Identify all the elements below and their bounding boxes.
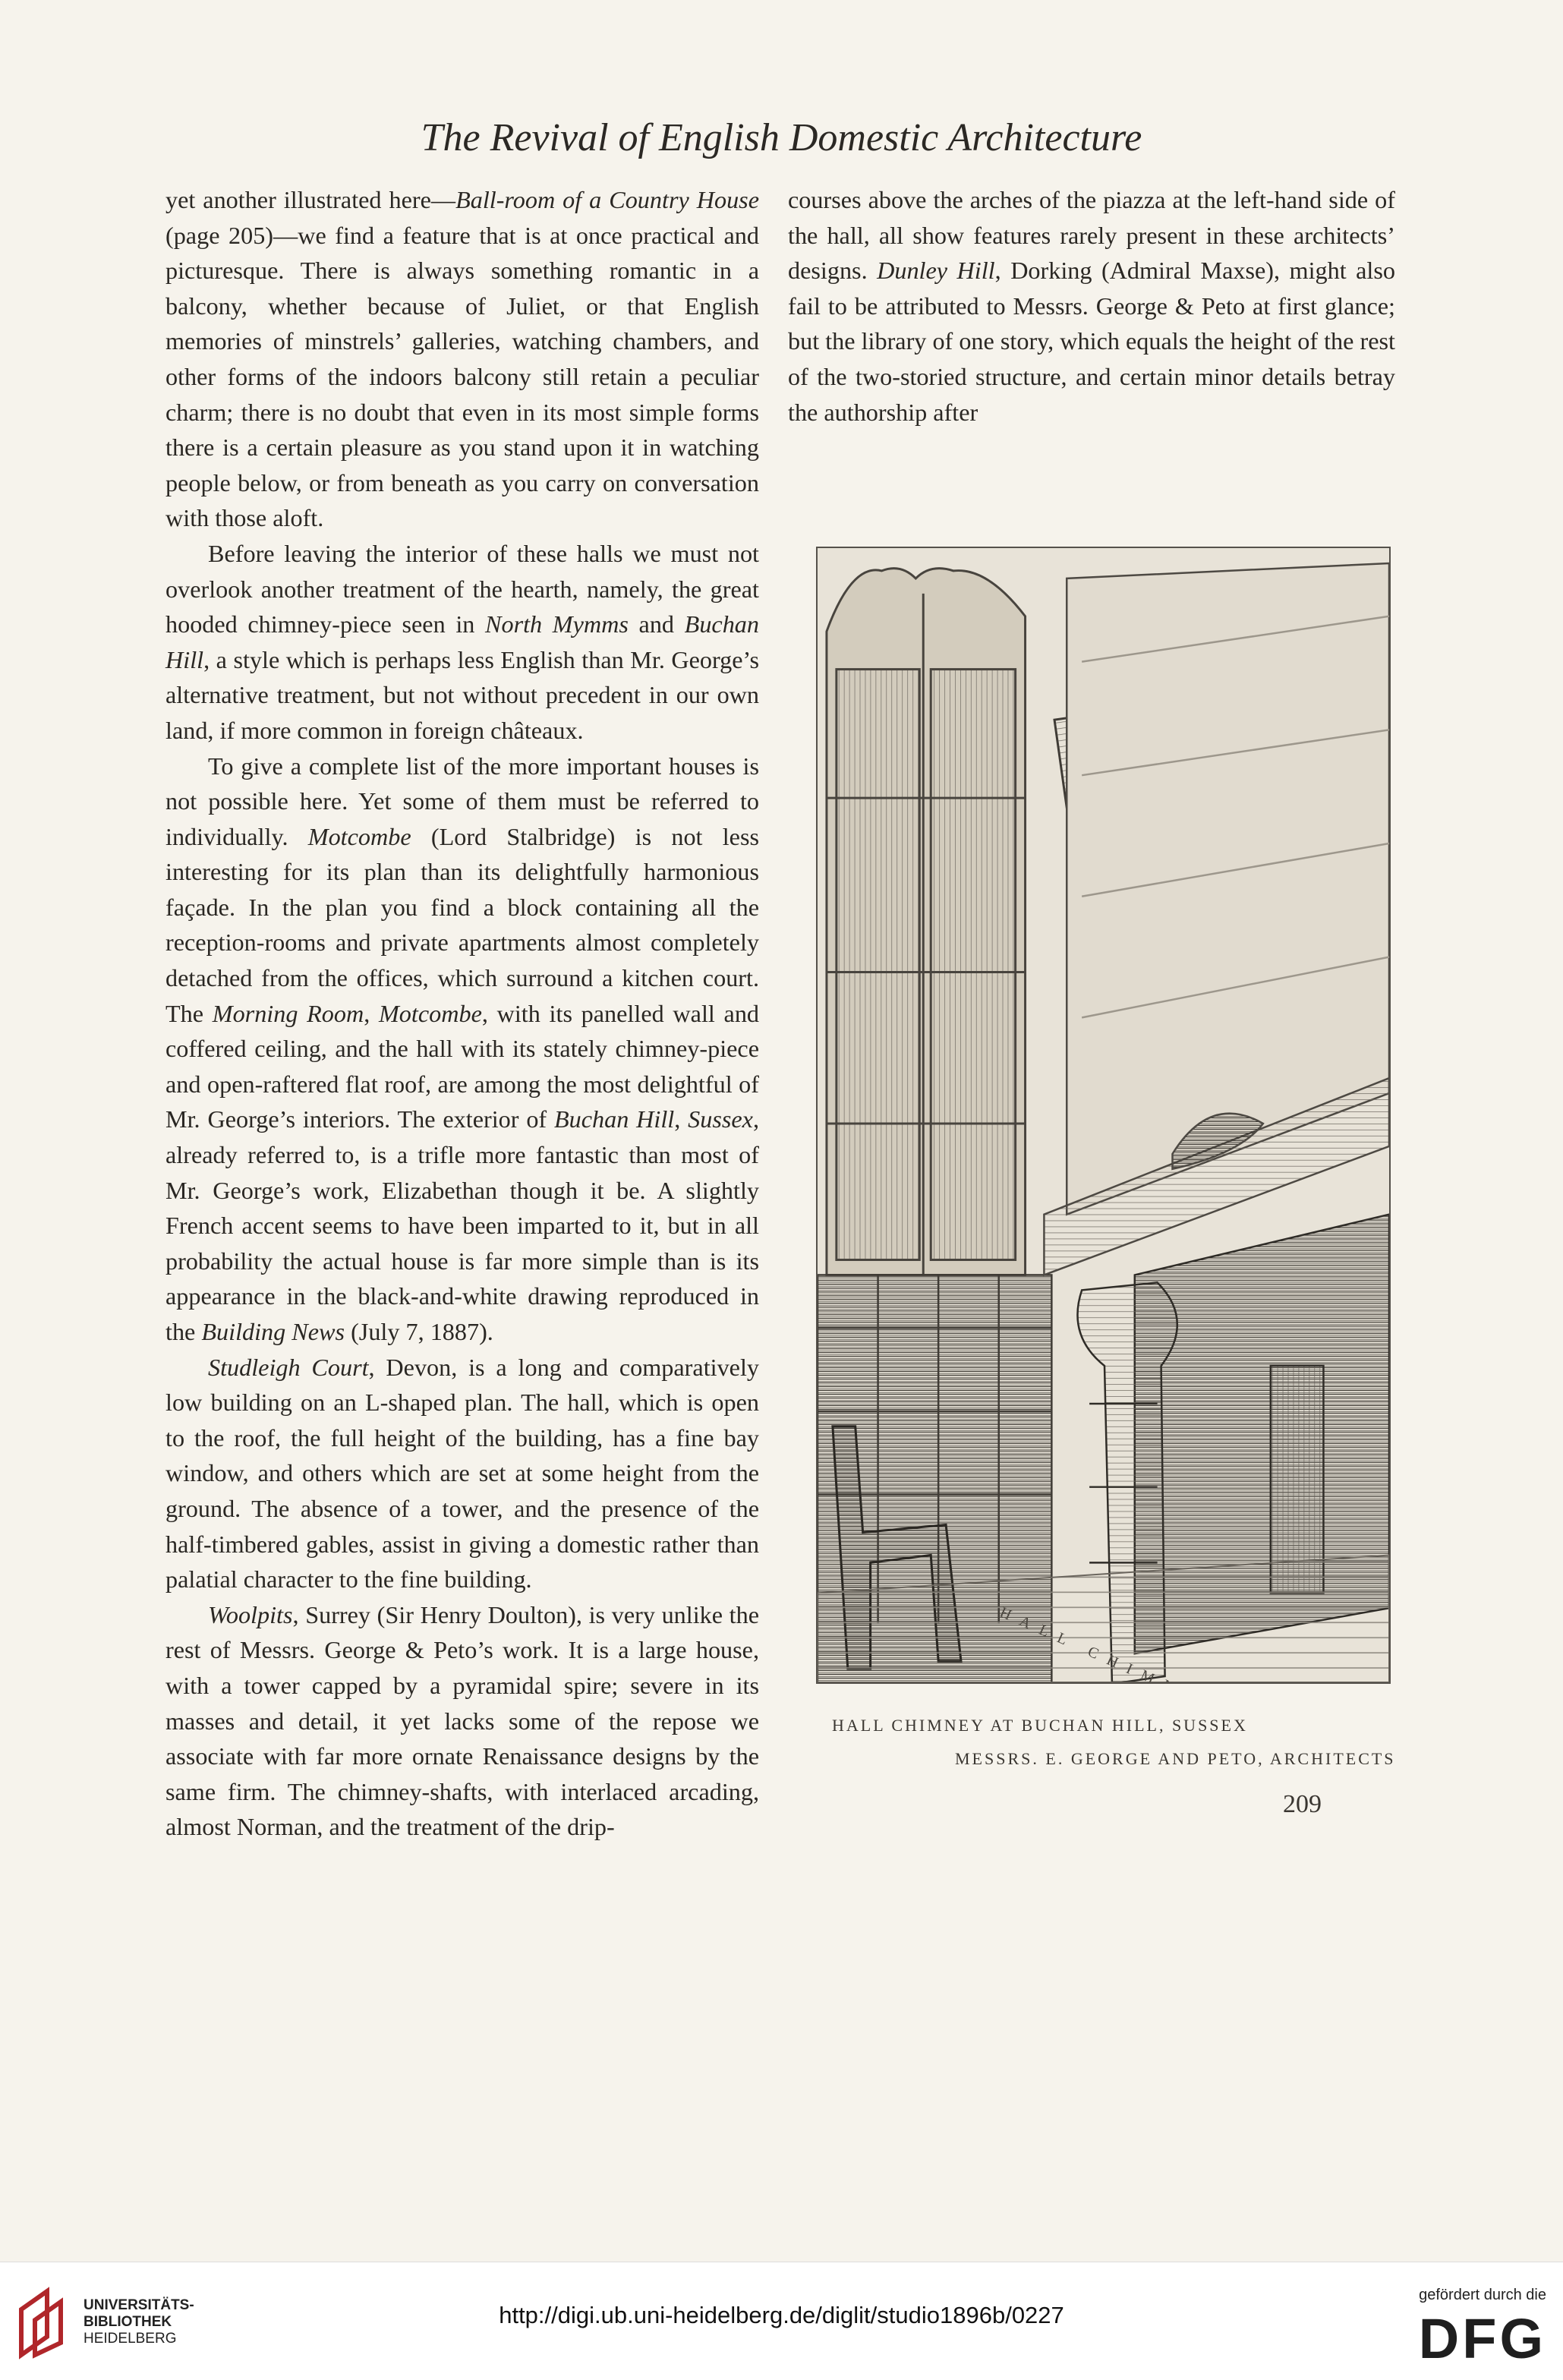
figure-caption-credit: MESSRS. E. GEORGE AND PETO, ARCHITECTS: [955, 1749, 1396, 1768]
italic-title: Dunley Hill: [877, 257, 995, 285]
library-name-line-2: BIBLIOTHEK: [84, 2314, 172, 2330]
library-city: HEIDELBERG: [84, 2331, 177, 2347]
italic-title: Studleigh Court: [208, 1353, 369, 1381]
text-run: , with its panelled wall and coffered ceiling, and the hall with its stately chimney-piece and open-raftered flat roof, are among the most delightful of Mr. George’s interiors. The exterior of: [165, 999, 760, 1133]
left-paragraph: [165, 536, 759, 749]
italic-title: Buchan Hill: [165, 610, 759, 673]
italic-title: Buchan Hill: [553, 1105, 675, 1133]
text-run: yet another illustrated here—: [165, 186, 456, 213]
italic-title: Morning Room: [212, 999, 364, 1027]
left-paragraph: [165, 1597, 759, 1845]
right-paragraph: [788, 182, 1395, 430]
italic-title: Building News: [201, 1318, 345, 1345]
text-run: , Dorking (Admiral Maxse), might also fail to be attributed to Messrs. George & Peto at first glance; but the library of one story, which equals the height of the rest of the two-storied structure, and certain minor details betray the authorship after: [788, 257, 1395, 426]
running-head: The Revival of English Domestic Architecture: [421, 116, 1142, 159]
italic-title: Woolpits: [208, 1600, 293, 1628]
library-name-line-1: UNIVERSITÄTS-: [84, 2297, 194, 2313]
text-run: To give a complete list of the more important houses is not possible here. Yet some of them must be referred to individually.: [165, 752, 759, 850]
text-run: , a style which is perhaps less English than Mr. George’s alternative treatment, but not without precedent in our own land, if more common in foreign châteaux.: [165, 645, 759, 744]
text-run: (Lord Stalbridge) is not less interesting for its plan than its delightfully harmonious façade. In the plan you find a block containing all the reception-rooms and private apartments almost completely detached from the offices, which surround a kitchen court. The: [165, 822, 759, 1027]
left-paragraph: [165, 1350, 759, 1597]
leaded-window: [827, 569, 1026, 1275]
italic-title: Ball-room of a Country House: [455, 186, 759, 213]
text-run: ,: [674, 1105, 689, 1133]
text-run: , Surrey (Sir Henry Doulton), is very unlike the rest of Messrs. George & Peto’s work. It is a large house, with a tower capped by a pyramidal spire; severe in its masses and detail, it yet lacks some of the repose we associate with far more ornate Renaissance designs by the same firm. The chimney-shafts, with interlaced arcading, almost Norman, and the treatment of the drip-: [165, 1600, 759, 1841]
figure-caption-title: HALL CHIMNEY AT BUCHAN HILL, SUSSEX: [832, 1716, 1248, 1735]
right-column: [788, 182, 1395, 430]
left-paragraph: [165, 749, 759, 1350]
hall-chimney-engraving: [818, 548, 1389, 1682]
italic-title: North Mymms: [485, 610, 629, 638]
text-run: and: [628, 610, 685, 638]
text-run: (page 205)—we find a feature that is at once practical and picturesque. There is always something romantic in a balcony, whether because of Juliet, or that English memories of minstrels’ galleries, watching chambers, and other forms of the indoors balcony still retain a peculiar charm; there is no doubt that even in its most simple forms there is a certain pleasure as you stand upon it in watching people below, or from beneath as you carry on conversation with those aloft.: [165, 221, 759, 532]
text-run: Before leaving the interior of these halls we must not overlook another treatment of the hearth, namely, the great hooded chimney-piece seen in: [165, 539, 759, 638]
permalink-url[interactable]: http://digi.ub.uni-heidelberg.de/diglit/studio1896b/0227: [499, 2302, 1064, 2328]
left-column: [165, 182, 759, 1845]
text-run: courses above the arches of the piazza at the left-hand side of the hall, all show features rarely present in these architects’ designs.: [788, 186, 1395, 285]
text-run: , already referred to, is a trifle more fantastic than most of Mr. George’s work, Elizabethan though it be. A slightly French accent seems to have been imparted to it, but in all probability the actual house is far more simple than is its appearance in the black-and-white drawing reproduced in the: [165, 1105, 759, 1345]
italic-title: Motcombe: [379, 999, 482, 1027]
italic-title: Motcombe: [307, 822, 411, 850]
funded-by-label: gefördert durch die: [1419, 2287, 1546, 2303]
italic-title: Sussex: [688, 1105, 753, 1133]
left-paragraph: [165, 182, 759, 536]
text-run: (July 7, 1887).: [345, 1318, 493, 1345]
text-run: ,: [364, 999, 379, 1027]
page-number: 209: [1283, 1790, 1322, 1818]
text-run: , Devon, is a long and comparatively low building on an L-shaped plan. The hall, which is open to the roof, the full height of the building, has a fine bay window, and others which are set at some height from the ground. The absence of a tower, and the presence of the half-timbered gables, assist in giving a domestic rather than palatial character to the fine building.: [165, 1353, 759, 1593]
illustration-plate: [816, 547, 1391, 1684]
digitization-footer: [0, 2262, 1563, 2380]
dfg-logo: DFG: [1418, 2307, 1546, 2370]
